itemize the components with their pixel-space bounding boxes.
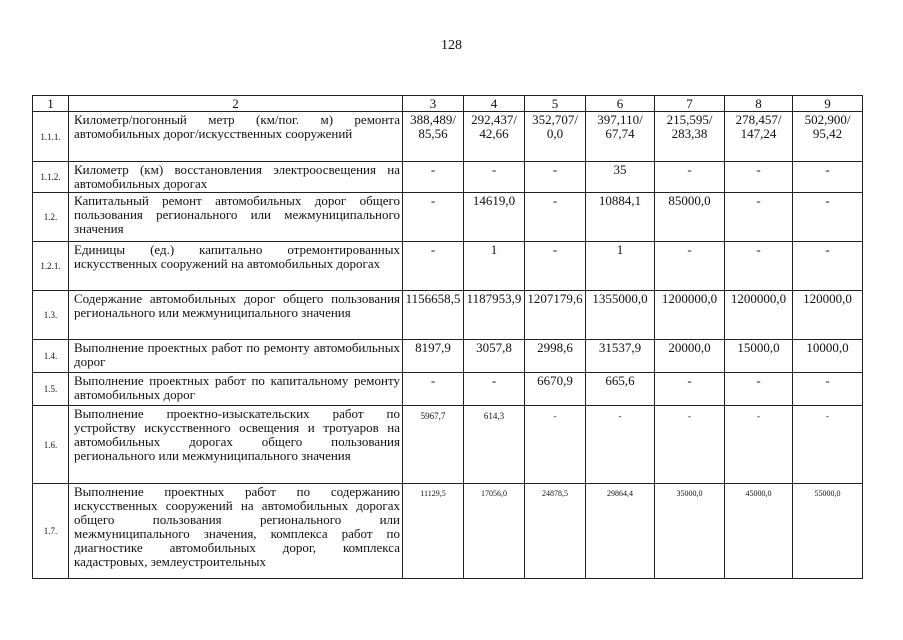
value-cell: - (725, 373, 793, 406)
value-cell: 35 (586, 162, 655, 193)
value-cell: 3057,8 (464, 340, 525, 373)
header-cell: 1 (33, 96, 69, 112)
value-cell: 11129,5 (403, 484, 464, 579)
value-cell: 1187953,9 (464, 291, 525, 340)
row-number: 1.1.2. (33, 162, 69, 193)
row-description: Километр (км) восстановления электроосвещения на автомобильных дорогах (69, 162, 403, 193)
table-row (33, 112, 863, 162)
value-cell: - (403, 373, 464, 406)
value-cell: 502,900/ 95,42 (793, 112, 863, 162)
value-cell: - (793, 242, 863, 291)
value-cell: - (525, 162, 586, 193)
value-cell: - (793, 406, 863, 484)
row-description: Километр/погонный метр (км/пог. м) ремонта автомобильных дорог/искусственных сооружений (69, 112, 403, 162)
value-cell: 278,457/ 147,24 (725, 112, 793, 162)
value-cell: 14619,0 (464, 193, 525, 242)
header-cell: 5 (525, 96, 586, 112)
value-cell: 352,707/ 0,0 (525, 112, 586, 162)
value-cell: - (793, 162, 863, 193)
table-row (33, 242, 863, 291)
value-cell: 17056,0 (464, 484, 525, 579)
value-cell: 388,489/ 85,56 (403, 112, 464, 162)
value-cell: 1 (586, 242, 655, 291)
value-cell: 2998,6 (525, 340, 586, 373)
row-number: 1.5. (33, 373, 69, 406)
row-description: Единицы (ед.) капитально отремонтированных искусственных сооружений на автомобильных дорогах (69, 242, 403, 291)
value-cell: 10884,1 (586, 193, 655, 242)
value-cell: - (525, 406, 586, 484)
value-cell: 397,110/ 67,74 (586, 112, 655, 162)
value-cell: 215,595/ 283,38 (655, 112, 725, 162)
value-cell: - (725, 406, 793, 484)
value-cell: - (464, 162, 525, 193)
row-description: Выполнение проектных работ по капитальному ремонту автомобильных дорог (69, 373, 403, 406)
table-row (33, 406, 863, 484)
table-row (33, 484, 863, 579)
value-cell: 120000,0 (793, 291, 863, 340)
value-cell: - (725, 162, 793, 193)
value-cell: - (725, 242, 793, 291)
value-cell: 45000,0 (725, 484, 793, 579)
row-number: 1.6. (33, 406, 69, 484)
row-description: Капитальный ремонт автомобильных дорог общего пользования регионального или межмуниципального значения (69, 193, 403, 242)
value-cell: 614,3 (464, 406, 525, 484)
header-cell: 8 (725, 96, 793, 112)
value-cell: 1200000,0 (725, 291, 793, 340)
value-cell: - (655, 162, 725, 193)
value-cell: 35000,0 (655, 484, 725, 579)
value-cell: 1156658,5 (403, 291, 464, 340)
value-cell: 20000,0 (655, 340, 725, 373)
value-cell: 29864,4 (586, 484, 655, 579)
value-cell: - (793, 373, 863, 406)
value-cell: 8197,9 (403, 340, 464, 373)
table-row (33, 162, 863, 193)
page-number: 128 (441, 38, 462, 53)
value-cell: 85000,0 (655, 193, 725, 242)
header-cell: 6 (586, 96, 655, 112)
value-cell: 292,437/ 42,66 (464, 112, 525, 162)
value-cell: 6670,9 (525, 373, 586, 406)
row-description: Выполнение проектных работ по содержанию искусственных сооружений на автомобильных дорогах общего пользования регионального или межмуниципального значения, комплекса работ по диагностике автомобильных дорог, комплекса кадастровых, землеустроительных (69, 484, 403, 579)
value-cell: 15000,0 (725, 340, 793, 373)
value-cell: 5967,7 (403, 406, 464, 484)
header-cell: 3 (403, 96, 464, 112)
row-number: 1.4. (33, 340, 69, 373)
table-row (33, 291, 863, 340)
row-number: 1.3. (33, 291, 69, 340)
table-row (33, 193, 863, 242)
value-cell: - (403, 193, 464, 242)
data-table (32, 95, 863, 579)
row-number: 1.7. (33, 484, 69, 579)
value-cell: - (586, 406, 655, 484)
value-cell: - (793, 193, 863, 242)
value-cell: - (525, 242, 586, 291)
value-cell: 1 (464, 242, 525, 291)
value-cell: 31537,9 (586, 340, 655, 373)
value-cell: 1355000,0 (586, 291, 655, 340)
value-cell: 1200000,0 (655, 291, 725, 340)
value-cell: - (403, 242, 464, 291)
header-cell: 2 (69, 96, 403, 112)
value-cell: - (725, 193, 793, 242)
value-cell: - (655, 406, 725, 484)
row-description: Содержание автомобильных дорог общего пользования регионального или межмуниципального значения (69, 291, 403, 340)
value-cell: - (655, 242, 725, 291)
table-row (33, 340, 863, 373)
value-cell: - (655, 373, 725, 406)
row-number: 1.2.1. (33, 242, 69, 291)
value-cell: - (464, 373, 525, 406)
value-cell: - (403, 162, 464, 193)
row-number: 1.1.1. (33, 112, 69, 162)
header-cell: 7 (655, 96, 725, 112)
value-cell: 1207179,6 (525, 291, 586, 340)
value-cell: 24878,5 (525, 484, 586, 579)
header-cell: 4 (464, 96, 525, 112)
header-row (33, 96, 863, 112)
value-cell: 55000,0 (793, 484, 863, 579)
row-number: 1.2. (33, 193, 69, 242)
table-row (33, 373, 863, 406)
value-cell: 10000,0 (793, 340, 863, 373)
row-description: Выполнение проектных работ по ремонту автомобильных дорог (69, 340, 403, 373)
value-cell: 665,6 (586, 373, 655, 406)
value-cell: - (525, 193, 586, 242)
row-description: Выполнение проектно-изыскательских работ по устройству искусственного освещения и тротуаров на автомобильных дорогах общего пользования регионального или межмуниципального значения (69, 406, 403, 484)
header-cell: 9 (793, 96, 863, 112)
